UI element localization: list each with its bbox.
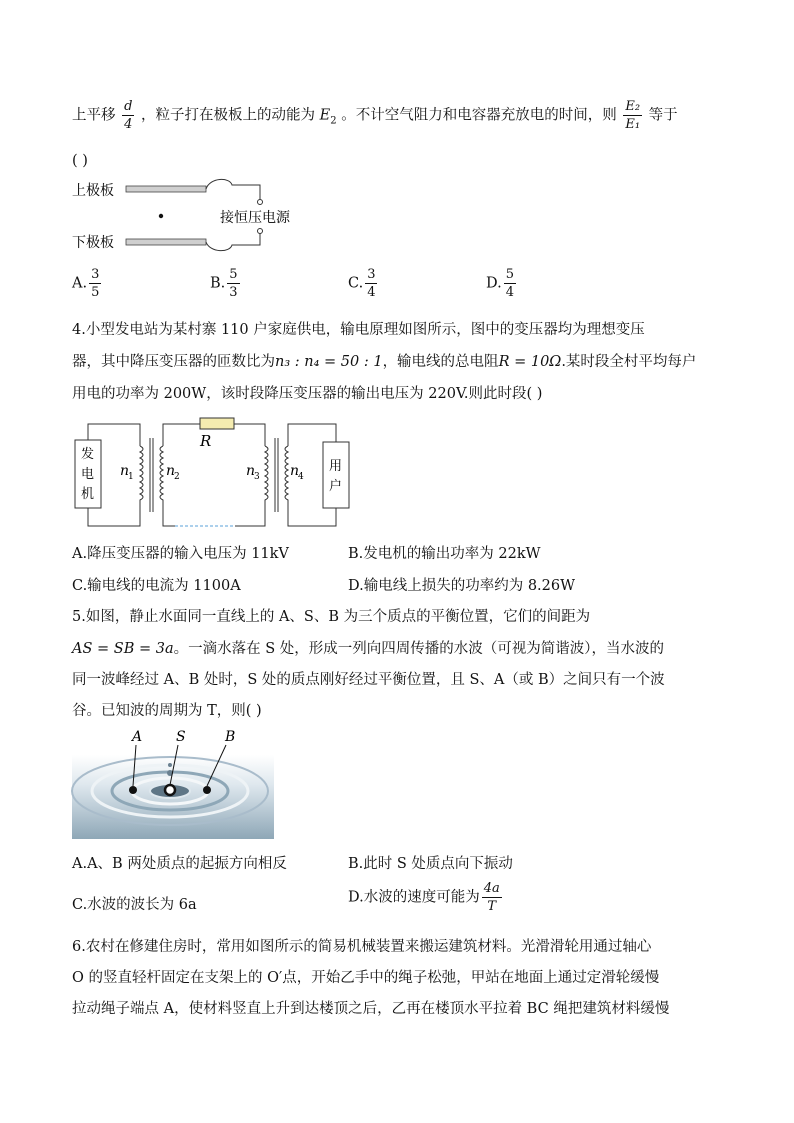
- n3-sub: 3: [254, 472, 260, 482]
- fraction-e2-over-e1: [623, 100, 642, 131]
- q5-distance-eq: AS = SB = 3a: [72, 641, 174, 657]
- lower-wire: [206, 233, 260, 251]
- option-fraction: [227, 268, 239, 299]
- q5-line1: 5.如图，静止水面同一直线上的 A、S、B 为三个质点的平衡位置，它们的间距为: [72, 609, 591, 625]
- frac-den: 3: [229, 285, 238, 300]
- n4-label: n: [290, 463, 300, 479]
- e2-symbol: E: [319, 107, 331, 124]
- q6-line3: 拉动绳子端点 A，使材料竖直上升到达楼顶之后，乙再在楼顶水平拉着 BC 绳把建筑材料缓慢: [72, 1001, 670, 1017]
- q4-text: ，输电线的总电阻: [382, 354, 499, 370]
- q4-text: .某时段全村平均每户: [561, 354, 697, 370]
- n2-label: n: [166, 463, 176, 479]
- lower-plate: [126, 239, 206, 245]
- coil-n1: [140, 446, 143, 504]
- n4-sub: 4: [298, 472, 304, 482]
- generator-char: 机: [81, 487, 95, 502]
- option-fraction: [89, 268, 101, 299]
- lower-plate-label: 下极板: [72, 235, 114, 251]
- option-label: A.: [72, 275, 88, 292]
- q3-text: 。不计空气阻力和电容器充放电的时间，则: [341, 107, 617, 124]
- frac-den: 5: [91, 285, 100, 300]
- frac-num: 5: [505, 267, 514, 282]
- option-text: D.水波的速度可能为: [348, 889, 480, 906]
- q5-option-a[interactable]: A.A、B 两处质点的起振方向相反: [72, 856, 287, 872]
- q5-line3: 同一波峰经过 A、B 处时，S 处的质点刚好经过平衡位置，且 S、A（或 B）之间只有一个波: [72, 672, 665, 688]
- option-fraction: [482, 882, 502, 913]
- n1-sub: 1: [128, 472, 134, 482]
- e2-sub: 2: [330, 115, 337, 127]
- terminal-bottom: [258, 229, 263, 234]
- user-box: [323, 442, 349, 508]
- q3-text: ，粒子打在极板上的动能为: [141, 107, 316, 124]
- q4-resistance: R = 10Ω: [498, 354, 562, 370]
- n2-sub: 2: [174, 472, 180, 482]
- label-s: S: [176, 729, 186, 745]
- n3-label: n: [246, 463, 256, 479]
- q4-text: 器，其中降压变压器的匝数比为: [72, 354, 275, 370]
- n1-label: n: [120, 463, 130, 479]
- q4-line3: 用电的功率为 200W，该时段降压变压器的输出电压为 220V.则此时段( ): [72, 386, 543, 402]
- option-label: D.: [486, 275, 502, 292]
- coil-n4: [285, 446, 288, 504]
- q5-option-d[interactable]: [348, 882, 504, 913]
- option-label: C.: [348, 275, 364, 292]
- terminal-top: [258, 200, 263, 205]
- point-a: [129, 786, 137, 794]
- q3-answer-paren: ( ): [72, 153, 88, 169]
- upper-plate: [126, 186, 206, 192]
- frac-num: 4a: [483, 881, 500, 896]
- user-char: 户: [329, 479, 343, 494]
- frac-den: 4: [367, 285, 376, 300]
- q3-line1: [72, 100, 678, 131]
- frac-den: 4: [505, 285, 514, 300]
- q3-text: 上平移: [72, 107, 116, 124]
- frac-den: 4: [124, 117, 133, 132]
- transmission-bottom-wire: [163, 504, 265, 526]
- frac-den: T: [487, 899, 497, 914]
- capacitor-figure: [70, 175, 330, 255]
- droplet: [168, 763, 172, 767]
- transmission-circuit: [70, 412, 360, 532]
- fraction-d-over-4: [122, 100, 134, 131]
- frac-num: 5: [229, 267, 238, 282]
- generator-char: 发: [81, 447, 95, 462]
- point-s: [165, 785, 175, 795]
- coil-n3: [265, 446, 268, 504]
- option-fraction: [504, 268, 516, 299]
- label-a: A: [132, 729, 143, 745]
- particle-dot: [159, 214, 163, 218]
- q3-option-d[interactable]: [486, 268, 518, 299]
- generator-char: 电: [81, 467, 95, 482]
- q3-text: 等于: [648, 107, 678, 124]
- q3-option-c[interactable]: [348, 268, 379, 299]
- resistor-r: [200, 418, 234, 429]
- upper-plate-label: 上极板: [72, 183, 114, 199]
- user-char: 用: [329, 459, 343, 474]
- resistor-label: R: [200, 432, 212, 450]
- frac-num: d: [124, 99, 133, 114]
- q5-line4: 谷。已知波的周期为 T，则( ): [72, 703, 262, 719]
- frac-num: 3: [367, 267, 376, 282]
- q5-line2: [72, 637, 664, 658]
- q6-line1: 6.农村在修建住房时，常用如图所示的简易机械装置来搬运建筑材料。光滑滑轮用通过轴心: [72, 939, 652, 955]
- frac-num: 3: [91, 267, 100, 282]
- q4-turns-ratio: n₃ : n₄ = 50 : 1: [275, 354, 383, 370]
- q5-text: 。一滴水落在 S 处，形成一列向四周传播的水波（可视为简谐波），当水波的: [173, 641, 665, 657]
- q3-option-b[interactable]: [210, 268, 242, 299]
- q5-option-b[interactable]: B.此时 S 处质点向下振动: [348, 856, 513, 872]
- frac-num: E₂: [625, 99, 641, 114]
- q3-option-a[interactable]: [72, 268, 103, 299]
- power-label: 接恒压电源: [220, 210, 290, 226]
- q4-line1: 4.小型发电站为某村寨 110 户家庭供电，输电原理如图所示，图中的变压器均为理想变压: [72, 322, 645, 338]
- q5-option-c[interactable]: C.水波的波长为 6a: [72, 897, 197, 913]
- q4-option-d[interactable]: D.输电线上损失的功率约为 8.26W: [348, 578, 576, 594]
- option-label: B.: [210, 275, 226, 292]
- q4-line2: [72, 350, 696, 371]
- q4-option-b[interactable]: B.发电机的输出功率为 22kW: [348, 546, 541, 562]
- q4-option-c[interactable]: C.输电线的电流为 1100A: [72, 578, 241, 594]
- label-b: B: [225, 729, 236, 745]
- option-fraction: [365, 268, 377, 299]
- frac-den: E₁: [625, 117, 641, 132]
- q6-line2: O 的竖直轻杆固定在支架上的 O′点，开始乙手中的绳子松弛，甲站在地面上通过定滑轮缓慢: [72, 970, 660, 986]
- upper-wire: [206, 179, 260, 199]
- coil-n2: [160, 446, 163, 504]
- water-ripple-figure: [70, 727, 276, 841]
- q4-option-a[interactable]: A.降压变压器的输入电压为 11kV: [72, 546, 289, 562]
- point-b: [203, 786, 211, 794]
